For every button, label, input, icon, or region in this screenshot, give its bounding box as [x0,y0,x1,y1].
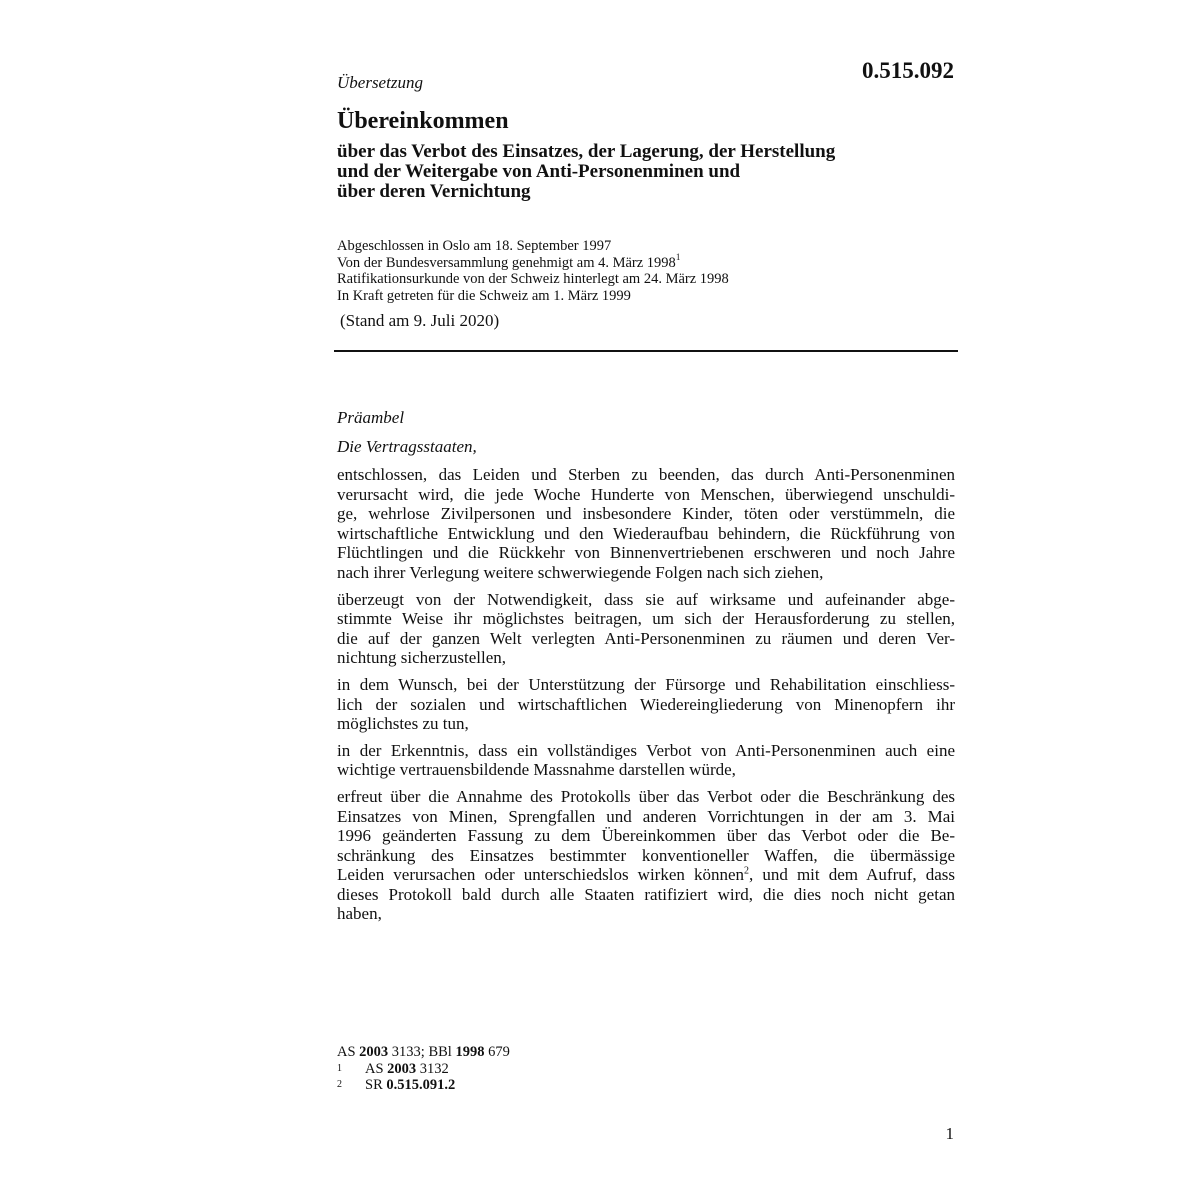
text-line: dieses Protokoll bald durch alle Staaten ratifiziert wird, die dies noch nicht getan [337,884,955,904]
text-line: möglichstes zu tun, [337,714,469,734]
text-line: Flüchtlingen und die Rückkehr von Binnenvertriebenen erschweren und noch Jahre [337,543,955,563]
concluded-line: Abgeschlossen in Oslo am 18. September 1997 [337,238,612,254]
parties-heading: Die Vertragsstaaten, [337,437,477,456]
approved-text: Von der Bundesversammlung genehmigt am 4. März 1998 [337,254,676,271]
ref-year: 1998 [455,1044,485,1060]
preamble-paragraph [337,741,955,780]
document-subtitle [337,142,977,202]
ratified-line: Ratifikationsurkunde von der Schweiz hinterlegt am 24. März 1998 [337,271,729,287]
preamble-heading: Präambel [337,408,405,427]
preamble-paragraph [337,675,955,734]
ref-prefix: SR [365,1077,383,1093]
text-line: wichtige vertrauensbildende Massnahme darstellen würde, [337,760,736,780]
ref-page: 3133; BBl [391,1044,452,1060]
text-line: verursacht wird, die jede Woche Hunderte von Menschen, überwiegend unschuldi- [337,484,955,504]
text-line: ge, wehrlose Zivilpersonen und insbesondere Kinder, töten oder verstümmeln, die [337,504,955,524]
text-line [337,865,955,885]
text-line: schränkung des Einsatzes bestimmter konventioneller Waffen, die übermässige [337,845,955,865]
preamble-paragraph [337,465,955,583]
text-line: nach ihrer Verlegung weitere schwerwiegende Folgen nach sich ziehen, [337,562,824,582]
preamble-paragraph [337,787,955,924]
ref-year: 2003 [359,1044,389,1060]
ref-page: 3132 [419,1060,449,1077]
footnote-number: 2 [337,1079,342,1090]
source-reference [337,1044,510,1061]
header-divider [334,350,958,352]
text-line-end: , und mit dem Aufruf, dass [749,865,955,885]
preamble-body [337,465,955,931]
subtitle-line: über deren Vernichtung [337,181,531,202]
ref-year: 2003 [387,1060,417,1077]
footnote-number: 1 [337,1062,342,1074]
text-line-start: Leiden verursachen oder unterschiedslos wirken können [337,865,745,885]
status-line: (Stand am 9. Juli 2020) [340,311,500,330]
in-force-line: In Kraft getreten für die Schweiz am 1. März 1999 [337,287,631,304]
text-line: in der Erkenntnis, dass ein vollständiges Verbot von Anti-Personenminen auch eine [337,740,955,760]
ref-prefix: AS [365,1060,384,1077]
text-line: erfreut über die Annahme des Protokolls über das Verbot oder die Beschränkung des [337,786,955,806]
footnotes [337,1044,510,1094]
document-title: Übereinkommen [337,108,509,134]
subtitle-line: über das Verbot des Einsatzes, der Lagerung, der Herstellung [337,141,836,162]
text-line: 1996 geänderten Fassung zu dem Übereinkommen über das Verbot oder die Be- [337,826,955,846]
ref-page: 679 [488,1044,510,1060]
page-number: 1 [945,1124,954,1143]
translation-label: Übersetzung [337,73,423,92]
text-line: nichtung sicherzustellen, [337,648,507,668]
text-line: die auf der ganzen Welt verlegten Anti-Personenminen zu räumen und deren Ver- [337,628,955,648]
text-line: lich der sozialen und wirtschaftlichen Wiedereingliederung von Minenopfern ihr [337,694,955,714]
subtitle-line: und der Weitergabe von Anti-Personenminen und [337,161,741,182]
preamble-paragraph [337,590,955,668]
sr-number: 0.515.092 [862,58,954,83]
footnote-1 [337,1061,510,1078]
approved-line [337,251,729,272]
ref-number: 0.515.091.2 [386,1077,456,1093]
treaty-metadata [337,238,729,304]
text-line: in dem Wunsch, bei der Unterstützung der Fürsorge und Rehabilitation einschliess- [337,674,955,694]
footnote-ref[interactable]: 1 [675,251,681,262]
text-line: entschlossen, das Leiden und Sterben zu beenden, das durch Anti-Personenminen [337,465,955,484]
ref-prefix: AS [337,1044,356,1060]
text-line: haben, [337,904,382,924]
text-line: stimmte Weise ihr möglichstes beitragen, um sich der Herausforderung zu stellen, [337,609,955,629]
footnote-ref[interactable]: 2 [744,865,750,877]
footnote-2 [337,1077,510,1094]
text-line: überzeugt von der Notwendigkeit, dass sie auf wirksame und aufeinander abge- [337,589,955,609]
text-line: wirtschaftliche Entwicklung und den Wiederaufbau behindern, die Rückführung von [337,523,955,543]
text-line: Einsatzes von Minen, Sprengfallen und anderen Vorrichtungen in der am 3. Mai [337,806,955,826]
